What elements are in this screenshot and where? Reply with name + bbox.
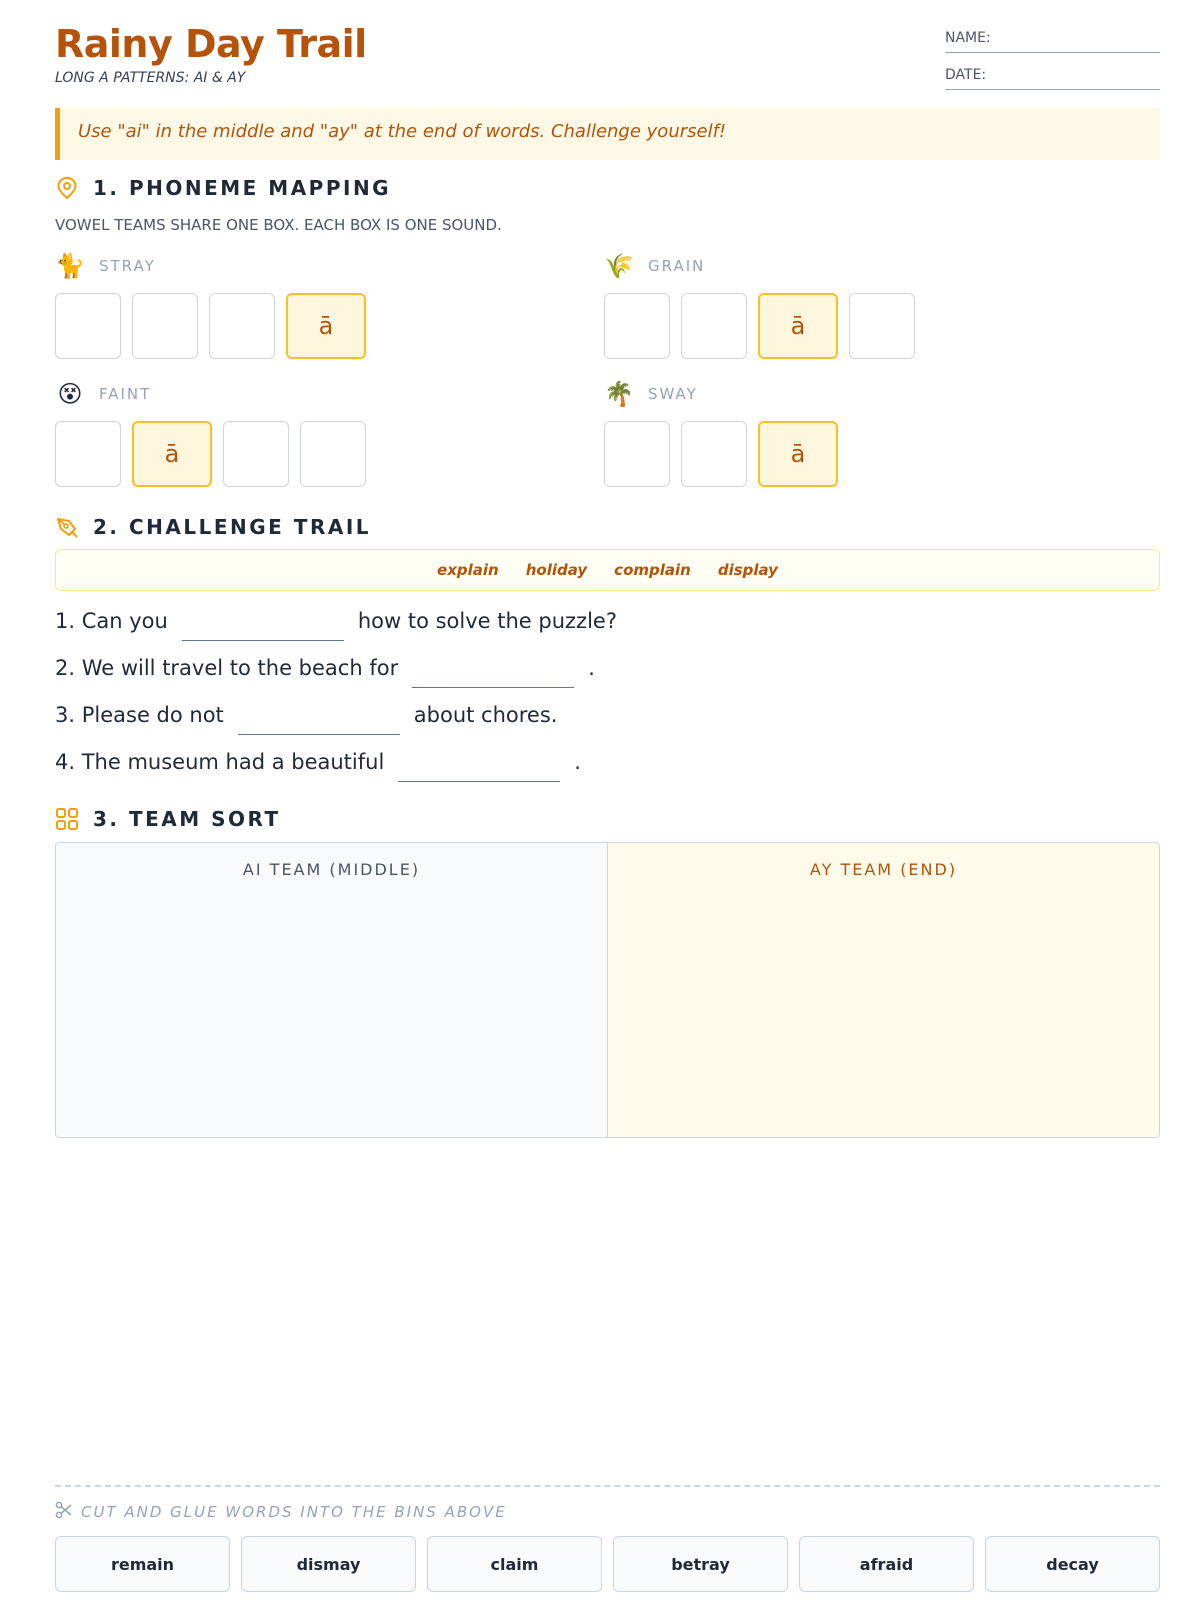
sound-box[interactable] [300,421,366,487]
palm-tree-icon: 🌴 [604,380,634,408]
sentence-end: about chores. [413,703,558,727]
sound-box[interactable] [604,421,670,487]
bin-title: AI TEAM (MIDDLE) [242,860,421,879]
word-card[interactable]: decay [985,1536,1160,1592]
sentence-end: how to solve the puzzle? [357,609,617,633]
sentence-4 [55,746,581,778]
date-label: DATE: [945,67,987,83]
section-title: 2. CHALLENGE TRAIL [93,515,372,539]
section-phoneme-mapping-heading [55,174,391,202]
section-challenge-heading [55,513,371,541]
target-word: GRAIN [648,257,706,275]
target-word: FAINT [99,385,152,403]
sentence-start: 1. Can you [55,609,168,633]
map-pin-icon [55,176,79,200]
page-title: Rainy Day Trail [55,22,367,66]
ai-team-bin[interactable] [56,843,608,1137]
page-subtitle: LONG A PATTERNS: AI & AY [55,70,246,86]
sound-box[interactable] [681,293,747,359]
sound-box[interactable] [223,421,289,487]
sound-box[interactable] [55,293,121,359]
name-field[interactable] [945,30,1160,53]
word-cards [55,1536,1160,1592]
worksheet-page [55,0,1160,1600]
word-bank [55,549,1160,591]
date-field[interactable] [945,67,1160,90]
cat-icon: 🐈 [55,252,85,280]
answer-blank[interactable] [182,613,344,641]
vowel-team-box[interactable]: ā [758,421,838,487]
sentence-start: 3. Please do not [55,703,224,727]
target-word: STRAY [99,257,156,275]
sentence-2 [55,652,595,684]
word-card[interactable]: remain [55,1536,230,1592]
section-title: 1. PHONEME MAPPING [93,176,392,200]
sound-box[interactable] [209,293,275,359]
sound-box[interactable] [55,421,121,487]
bank-word: complain [614,561,691,579]
section-title: 3. TEAM SORT [93,807,281,831]
vowel-team-box[interactable]: ā [758,293,838,359]
grain-icon: 🌾 [604,252,634,280]
bin-title: AY TEAM (END) [809,860,958,879]
answer-blank[interactable] [238,707,400,735]
grid-icon [55,807,79,831]
bank-word: display [717,561,778,579]
cut-line [55,1485,1160,1487]
sound-box[interactable] [849,293,915,359]
sentence-3 [55,699,557,731]
cut-label: CUT AND GLUE WORDS INTO THE BINS ABOVE [81,1503,507,1521]
scissors-icon [55,1501,73,1523]
answer-blank[interactable] [398,754,560,782]
sentence-1 [55,605,617,637]
cut-instructions [55,1500,507,1524]
ay-team-bin[interactable] [608,843,1159,1137]
vowel-team-box[interactable]: ā [132,421,212,487]
section-instructions: VOWEL TEAMS SHARE ONE BOX. EACH BOX IS ONE SOUND. [55,216,502,234]
sentence-start: 2. We will travel to the beach for [55,656,399,680]
sentence-end: . [588,656,595,680]
sound-box[interactable] [132,293,198,359]
answer-blank[interactable] [412,660,574,688]
sound-box[interactable] [681,421,747,487]
word-card[interactable]: claim [427,1536,602,1592]
word-card[interactable]: dismay [241,1536,416,1592]
dizzy-face-icon: 😵 [57,380,83,408]
target-word: SWAY [648,385,698,403]
word-card[interactable]: betray [613,1536,788,1592]
sound-box[interactable] [604,293,670,359]
sentence-start: 4. The museum had a beautiful [55,750,385,774]
name-label: NAME: [945,30,991,46]
bank-word: holiday [525,561,588,579]
word-card[interactable]: afraid [799,1536,974,1592]
sentence-end: . [574,750,581,774]
bank-word: explain [437,561,499,579]
section-team-sort-heading [55,805,281,833]
pen-nib-icon [55,515,79,539]
vowel-team-box[interactable]: ā [286,293,366,359]
team-sort-table [55,842,1160,1138]
tip-banner: Use "ai" in the middle and "ay" at the end of words. Challenge yourself! [55,108,1160,160]
